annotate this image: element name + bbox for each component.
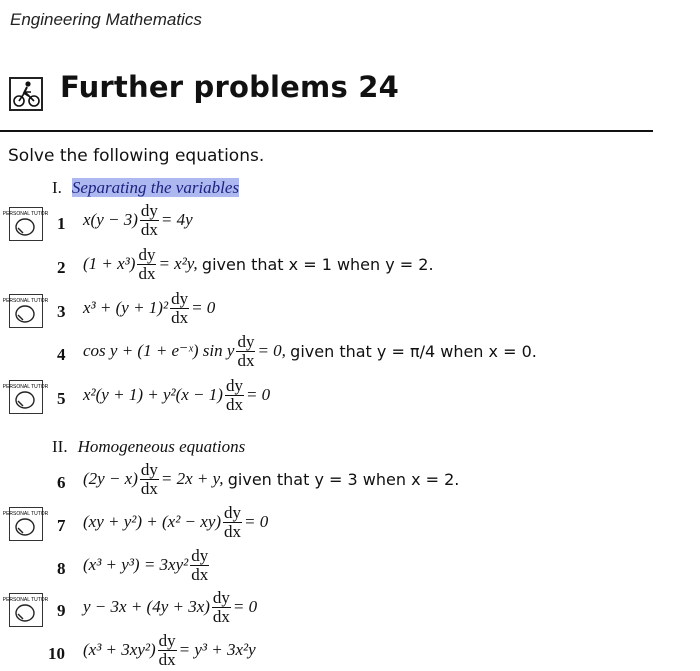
section-title: Further problems 24	[60, 70, 399, 104]
personal-tutor-icon[interactable]	[2, 380, 49, 414]
equation-rhs: = 0,	[257, 341, 286, 361]
equation-lhs: x³ + (y + 1)²	[83, 298, 169, 318]
personal-tutor-icon[interactable]	[2, 294, 49, 328]
derivative-fraction: $\frac{dy}{dx}$	[225, 376, 243, 414]
subsection-numeral: II.	[52, 437, 68, 456]
derivative-fraction: $\frac{dy}{dx}$	[224, 503, 242, 541]
equation-rhs: = 4y	[160, 210, 193, 230]
tutor-badge-label: PERSONAL TUTOR	[2, 298, 49, 304]
derivative-fraction: $\frac{dy}{dx}$	[237, 332, 255, 370]
equation-lhs: x²(y + 1) + y²(x − 1)	[83, 385, 223, 405]
subsection-heading-2	[52, 437, 245, 457]
equation-lhs: (1 + x³)	[83, 254, 136, 274]
equation-lhs: cos y + (1 + e⁻ˣ) sin y	[83, 341, 235, 361]
problem-equation	[83, 504, 268, 541]
problem-equation	[83, 632, 256, 669]
derivative-fraction: $\frac{dy}{dx}$	[138, 245, 156, 283]
problem-equation	[83, 547, 211, 584]
personal-tutor-icon[interactable]	[2, 207, 49, 241]
equation-condition: given that x = 1 when y = 2.	[201, 254, 434, 274]
problem-equation	[83, 377, 270, 414]
equation-rhs: = 0	[244, 512, 269, 532]
problem-number: 6	[57, 473, 66, 492]
problem-number: 9	[57, 601, 66, 620]
tutor-badge-label: PERSONAL TUTOR	[2, 211, 49, 217]
problem-equation	[83, 202, 193, 239]
equation-rhs: = 0	[245, 385, 271, 405]
problem-equation	[83, 461, 459, 498]
problem-equation	[83, 290, 215, 327]
problem-equation	[83, 246, 434, 283]
equation-rhs: = y³ + 3x²y	[178, 640, 256, 660]
problem-number: 8	[57, 559, 66, 578]
running-header: Engineering Mathematics	[10, 10, 202, 29]
problem-number: 5	[57, 389, 66, 408]
subsection-heading-1	[52, 178, 239, 198]
personal-tutor-icon[interactable]	[2, 593, 49, 627]
title-divider	[0, 130, 653, 132]
subsection-title: Homogeneous equations	[77, 437, 246, 456]
derivative-fraction: $\frac{dy}{dx}$	[191, 546, 209, 584]
instructions: Solve the following equations.	[8, 146, 265, 166]
equation-lhs: (xy + y²) + (x² − xy)	[83, 512, 222, 532]
subsection-title: Separating the variables	[71, 178, 240, 197]
equation-lhs: (x³ + 3xy²)	[83, 640, 156, 660]
tutor-badge-label: PERSONAL TUTOR	[2, 511, 49, 517]
equation-condition: given that y = 3 when x = 2.	[227, 469, 460, 489]
cyclist-icon	[9, 77, 43, 111]
subsection-numeral: I.	[52, 178, 62, 197]
equation-lhs: x(y − 3)	[83, 210, 138, 230]
derivative-fraction: $\frac{dy}{dx}$	[140, 201, 158, 239]
derivative-fraction: $\frac{dy}{dx}$	[140, 460, 158, 498]
problem-number: 7	[57, 516, 66, 535]
problem-number: 10	[48, 644, 65, 663]
derivative-fraction: $\frac{dy}{dx}$	[171, 289, 189, 327]
problem-number: 3	[57, 302, 66, 321]
equation-rhs: = 0	[232, 597, 258, 617]
problem-equation	[83, 333, 537, 370]
problem-number: 4	[57, 345, 66, 364]
problem-number: 2	[57, 258, 66, 277]
personal-tutor-icon[interactable]	[2, 507, 49, 541]
problem-equation	[83, 589, 257, 626]
derivative-fraction: $\frac{dy}{dx}$	[212, 588, 230, 626]
derivative-fraction: $\frac{dy}{dx}$	[158, 631, 176, 669]
problem-number: 1	[57, 214, 66, 233]
tutor-badge-label: PERSONAL TUTOR	[2, 384, 49, 390]
equation-condition: given that y = π/4 when x = 0.	[290, 341, 537, 361]
equation-lhs: (2y − x)	[83, 469, 138, 489]
equation-rhs: = x²y,	[158, 254, 198, 274]
equation-lhs: (x³ + y³) = 3xy²	[83, 555, 189, 575]
equation-rhs: = 2x + y,	[160, 469, 224, 489]
equation-lhs: y − 3x + (4y + 3x)	[83, 597, 210, 617]
equation-rhs: = 0	[191, 298, 216, 318]
tutor-badge-label: PERSONAL TUTOR	[2, 597, 49, 603]
